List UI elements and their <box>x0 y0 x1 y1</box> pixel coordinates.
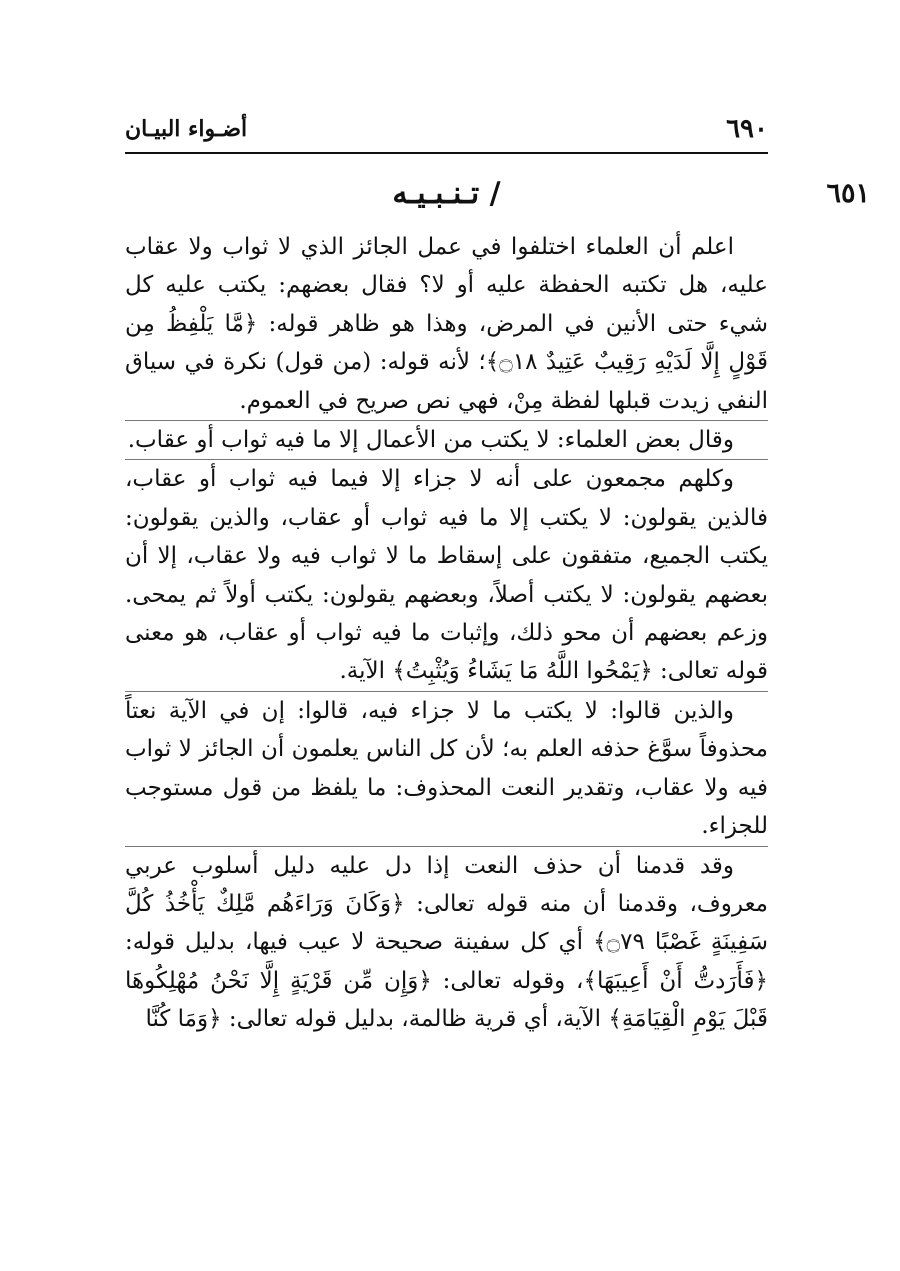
body-text <box>125 228 768 1039</box>
paragraph: وقال بعض العلماء: لا يكتب من الأعمال إلا ما فيه ثواب أو عقاب. <box>127 427 734 454</box>
paragraph: وكلهم مجمعون على أنه لا جزاء إلا فيما فيه ثواب أو عقاب، فالذين يقولون: لا يكتب إلا ما فيه ثواب أو عقاب، والذين يقولون: يكتب الجميع، متفقون على إسقاط ما لا ثواب فيه ولا عقاب، إلا أن بعضهم يقولون: لا يكتب أصلاً، وبعضهم يقولون: يكتب أولاً ثم يمحى. وزعم بعضهم أن محو ذلك، وإثبات ما فيه ثواب أو عقاب، هو معنى قوله تعالى: ﴿يَمْحُوا اللَّهُ مَا يَشَاءُ وَيُثْبِتُ﴾ الآية. <box>125 466 768 685</box>
paragraph: وقد قدمنا أن حذف النعت إذا دل عليه دليل أسلوب عربي معروف، وقدمنا أن منه قوله تعالى: ﴿وَكَانَ وَرَاءَهُم مَّلِكٌ يَأْخُذُ كُلَّ سَفِينَةٍ غَصْبًا ۝٧٩﴾ أي كل سفينة صحيحة لا عيب فيها، بدليل قوله: ﴿فَأَرَدتُّ أَنْ أَعِيبَهَا﴾، وقوله تعالى: ﴿وَإِن مِّن قَرْيَةٍ إِلَّا نَحْنُ مُهْلِكُوهَا قَبْلَ يَوْمِ الْقِيَامَةِ﴾ الآية، أي قرية ظالمة، بدليل قوله تعالى: ﴿وَمَا كُنَّا <box>125 852 768 1033</box>
section-heading: / تـنـبـيـه <box>392 176 501 211</box>
book-title: أضـواء البيـان <box>125 116 248 142</box>
page-number: ٦٩٠ <box>726 114 768 144</box>
running-header <box>125 112 768 154</box>
paragraph: والذين قالوا: لا يكتب ما لا جزاء فيه، قالوا: إن في الآية نعتاً محذوفاً سوَّغ حذفه العلم به؛ لأن كل الناس يعلمون أن الجائز لا ثواب فيه ولا عقاب، وتقدير النعت المحذوف: ما يلفظ من قول مستوجب للجزاء. <box>125 697 768 840</box>
margin-reference-number: ٦٥١ <box>826 178 870 209</box>
paragraph: اعلم أن العلماء اختلفوا في عمل الجائز الذي لا ثواب ولا عقاب عليه، هل تكتبه الحفظة عليه أو لا؟ فقال بعضهم: يكتب عليه كل شيء حتى الأنين في المرض، وهذا هو ظاهر قوله: ﴿مَّا يَلْفِظُ مِن قَوْلٍ إِلَّا لَدَيْهِ رَقِيبٌ عَتِيدٌ ۝١٨﴾؛ لأنه قوله: (من قول) نكرة في سياق النفي زيدت قبلها لفظة مِنْ، فهي نص صريح في العموم. <box>125 234 768 414</box>
